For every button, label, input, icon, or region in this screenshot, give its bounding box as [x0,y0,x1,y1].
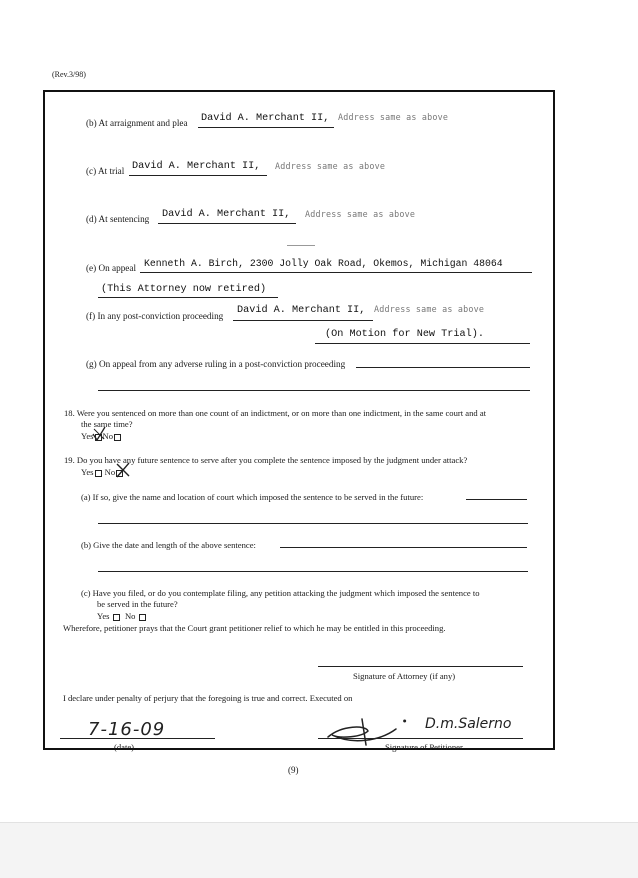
q19c-options [97,611,147,621]
date-handwritten: 7-16-09 [88,719,166,740]
q19a-text: (a) If so, give the name and location of court which imposed the sentence to be served in the future: [81,492,424,502]
item-g-label: (g) On appeal from any adverse ruling in a post-conviction proceeding [86,359,346,369]
attorney-signature-line [318,666,523,667]
item-f-line [233,320,373,321]
signature-dot: ● [403,718,407,723]
item-c-attorney: David A. Merchant II, [132,161,261,172]
item-c-line [129,175,267,176]
q19b-line [280,547,527,548]
q19-text: 19. Do you have any future sentence to serve after you complete the sentence imposed by the judgment under attack? [64,455,468,465]
item-e-label: (e) On appeal [86,263,136,273]
q19-yes-checkbox[interactable] [95,470,102,477]
item-d-label: (d) At sentencing [86,214,150,224]
q19b-text: (b) Give the date and length of the above sentence: [81,540,256,550]
item-f-label: (f) In any post-conviction proceeding [86,311,224,321]
item-e-note: (This Attorney now retired) [101,284,267,295]
q19a-line2 [98,523,528,524]
item-f-attorney: David A. Merchant II, [237,305,366,316]
q18-text: 18. Were you sentenced on more than one count of an indictment, or on more than one indictment, in the same court and at [64,408,487,418]
item-f-note: (On Motion for New Trial). [325,329,484,340]
item-g-line2 [98,390,530,391]
q18-yes-label: Yes [81,431,94,441]
wherefore-text: Wherefore, petitioner prays that the Court grant petitioner relief to which he may be entitled in this proceeding. [63,623,446,633]
item-g-line [356,367,530,368]
item-f-address: Address same as above [374,304,485,314]
item-f-line2 [315,343,530,344]
q19c-no-label: No [124,611,136,621]
q18-no-checkbox[interactable] [114,434,121,441]
item-b-attorney: David A. Merchant II, [201,113,330,124]
q19a-line [466,499,527,500]
item-d-line [158,223,296,224]
revision-label: (Rev.3/98) [52,70,86,79]
item-c-label: (c) At trial [86,166,125,176]
scan-mark [287,245,315,246]
q19c-yes-label: Yes [97,611,110,621]
q19-no-handmark [115,462,131,478]
item-b-address: Address same as above [338,112,449,122]
q19-yes-label: Yes [81,467,94,477]
q19c-yes-checkbox[interactable] [113,614,120,621]
q19c-text: (c) Have you filed, or do you contemplate filing, any petition attacking the judgment which imposed the sentence to [81,588,480,598]
declaration-text: I declare under penalty of perjury that the foregoing is true and correct. Executed on [63,693,353,703]
item-e-line [140,272,532,273]
item-d-attorney: David A. Merchant II, [162,209,291,220]
date-label: (date) [114,742,135,752]
scan-bottom-shadow [0,822,638,878]
item-b-line [198,127,334,128]
item-b-label: (b) At arraignment and plea [86,118,188,128]
item-c-address: Address same as above [275,161,386,171]
item-e-attorney: Kenneth A. Birch, 2300 Jolly Oak Road, Okemos, Michigan 48064 [144,258,503,269]
petitioner-signature-line [318,738,523,739]
petitioner-signature-label: Signature of Petitioner [385,742,463,752]
q18-yes-handmark [91,426,107,442]
item-e-line2 [98,297,278,298]
q19b-line2 [98,571,528,572]
q18-text-2: the same time? [81,419,133,429]
petitioner-signature-handwritten: D.m.Salerno [425,716,512,732]
item-d-address: Address same as above [305,209,416,219]
date-line [60,738,215,739]
q19-no-label: No [104,467,116,477]
q18-no-label: No [102,431,114,441]
q19c-text-2: be served in the future? [97,599,178,609]
attorney-signature-label: Signature of Attorney (if any) [353,671,456,681]
q19c-no-checkbox[interactable] [139,614,146,621]
page-number: (9) [288,765,299,775]
